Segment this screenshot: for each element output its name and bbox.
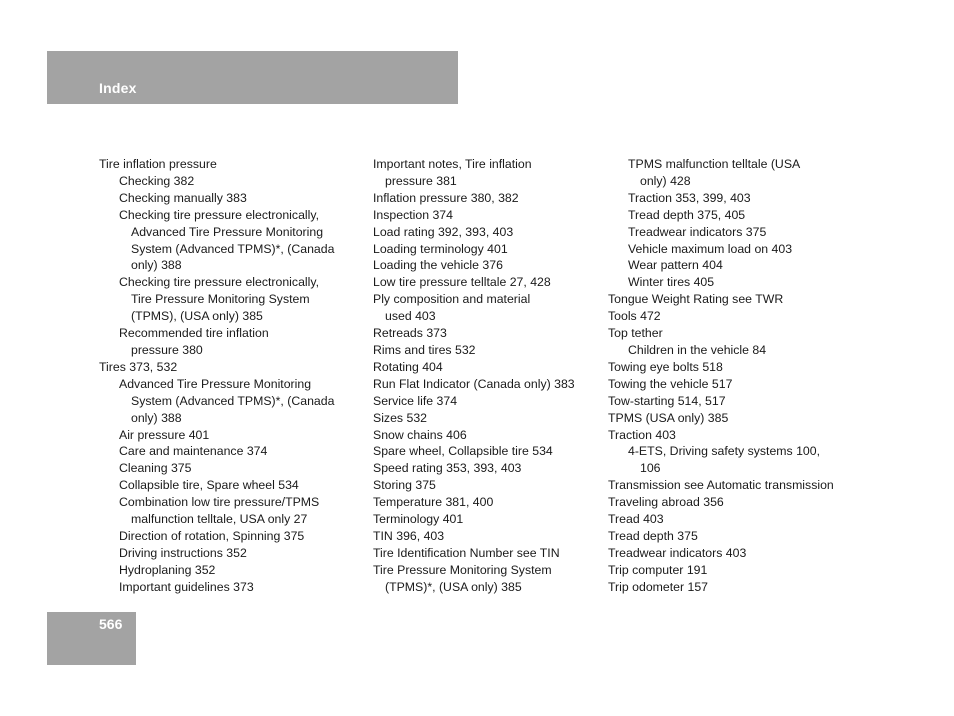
index-entry [608,494,834,511]
index-entry-line: Checking 382 [119,173,195,188]
index-entry [608,477,834,494]
index-entry-line: Important notes, Tire inflation [373,157,532,171]
index-subentry [99,477,334,494]
index-entry-line: Collapsible tire, Spare wheel 534 [119,478,299,493]
index-entry-line: Winter tires 405 [628,275,715,290]
index-entry-line: Temperature 381, 400 [373,495,494,510]
index-entry-line: pressure 381 [385,173,457,188]
index-entry [373,460,575,477]
index-entry [373,325,575,342]
index-entry-line: Traction 353, 399, 403 [628,190,751,205]
index-entry-line: Inflation pressure 380, 382 [373,190,519,205]
index-subentry [608,342,834,359]
index-entry-line: Trip computer 191 [608,562,708,577]
index-subentry [99,562,334,579]
index-entry-line: Loading the vehicle 376 [373,258,503,273]
index-entry-line: Loading terminology 401 [373,241,508,256]
index-entry-line: Towing the vehicle 517 [608,376,733,391]
index-entry [373,274,575,291]
page-title: Index [99,80,137,96]
index-entry-line: Treadwear indicators 375 [628,224,767,239]
index-subentry [99,460,334,477]
index-subentry [608,443,834,477]
index-entry [608,427,834,444]
index-entry-line: Transmission see Automatic transmission [608,478,834,493]
index-subentry [608,207,834,224]
index-entry-line: Direction of rotation, Spinning 375 [119,528,305,543]
index-entry-line: Ply composition and material [373,292,531,307]
index-subentry [99,545,334,562]
index-entry-line: System (Advanced TPMS)*, (Canada [131,241,335,256]
index-entry-line: TIN 396, 403 [373,528,445,543]
index-entry-line: Important guidelines 373 [119,579,254,594]
index-entry-line: Rims and tires 532 [373,342,476,357]
index-entry-line: TPMS malfunction telltale (USA [628,157,801,171]
index-entry-line: Snow chains 406 [373,427,467,442]
index-entry-line: Tread depth 375 [608,528,698,543]
index-entry-line: Storing 375 [373,478,436,493]
index-entry-line: Cleaning 375 [119,461,192,476]
index-entry [608,325,834,342]
index-entry-line: Advanced Tire Pressure Monitoring [119,376,312,391]
index-entry-line: 4-ETS, Driving safety systems 100, [628,444,821,459]
index-subentry [99,190,334,207]
header-bar [47,51,458,104]
index-entry-line: Recommended tire inflation [119,326,269,341]
index-subentry [608,224,834,241]
index-entry-line: Air pressure 401 [119,427,210,442]
page-number-box [47,612,136,665]
index-entry [373,190,575,207]
index-entry-line: Spare wheel, Collapsible tire 534 [373,444,553,459]
index-entry-line: Inspection 374 [373,207,453,222]
index-entry [373,562,575,596]
index-entry-line: Retreads 373 [373,326,447,341]
index-entry-line: Service life 374 [373,393,458,408]
index-entry-line: Care and maintenance 374 [119,444,268,459]
index-entry-line: Low tire pressure telltale 27, 428 [373,275,551,290]
index-entry-line: Rotating 404 [373,359,443,374]
index-entry-line: Top tether [608,326,663,341]
index-entry [373,393,575,410]
index-entry [608,579,834,596]
index-entry [373,207,575,224]
index-entry-line: Tools 472 [608,309,661,324]
index-entry-line: Wear pattern 404 [628,258,723,273]
index-entry-line: Speed rating 353, 393, 403 [373,461,522,476]
index-entry-line: Run Flat Indicator (Canada only) 383 [373,376,575,391]
index-subentry [99,207,334,275]
index-subentry [608,257,834,274]
index-entry-line: pressure 380 [131,342,203,357]
index-entry-line: (TPMS), (USA only) 385 [131,309,263,324]
index-entry [608,528,834,545]
index-entry-line: only) 388 [131,258,182,273]
index-entry-line: only) 388 [131,410,182,425]
index-column-3 [608,156,834,596]
index-subentry [99,427,334,444]
index-subentry [608,190,834,207]
index-subentry [99,376,334,427]
index-entry-line: malfunction telltale, USA only 27 [131,512,308,527]
index-subentry [608,156,834,190]
index-entry [608,359,834,376]
index-entry [373,477,575,494]
index-entry [608,410,834,427]
index-entry-line: Tires 373, 532 [99,359,178,374]
index-column-1 [99,156,334,596]
index-entry-line: Children in the vehicle 84 [628,342,767,357]
index-entry-line: Combination low tire pressure/TPMS [119,495,320,510]
index-subentry [99,443,334,460]
index-entry [608,562,834,579]
index-entry-line: Sizes 532 [373,410,428,425]
index-entry-line: Traveling abroad 356 [608,495,724,510]
index-entry [373,359,575,376]
index-entry [373,241,575,258]
index-entry-line: Hydroplaning 352 [119,562,216,577]
index-entry-line: Checking manually 383 [119,190,247,205]
index-entry [373,443,575,460]
index-entry [373,156,575,190]
index-column-2 [373,156,575,596]
index-entry-line: Towing eye bolts 518 [608,359,723,374]
index-entry-line: System (Advanced TPMS)*, (Canada [131,393,335,408]
index-entry-line: Treadwear indicators 403 [608,545,747,560]
index-entry [373,528,575,545]
index-entry-line: Tire Identification Number see TIN [373,545,560,560]
index-subentry [99,274,334,325]
index-subentry [99,528,334,545]
index-entry [608,393,834,410]
index-entry-line: 106 [640,461,661,476]
index-entry-line: Vehicle maximum load on 403 [628,241,793,256]
index-entry-line: Load rating 392, 393, 403 [373,224,514,239]
index-entry-line: Tongue Weight Rating see TWR [608,292,784,307]
index-entry [99,359,334,376]
index-subentry [99,325,334,359]
index-entry-line: only) 428 [640,173,691,188]
index-entry [608,308,834,325]
index-entry-line: Tread depth 375, 405 [628,207,746,222]
index-entry [608,291,834,308]
index-subentry [608,241,834,258]
index-entry [373,376,575,393]
index-entry [373,427,575,444]
index-entry-line: Tire Pressure Monitoring System [131,292,310,307]
index-entry [373,224,575,241]
index-subentry [608,274,834,291]
index-entry-line: (TPMS)*, (USA only) 385 [385,579,522,594]
index-entry-line: Tread 403 [608,512,664,527]
index-entry-line: used 403 [385,309,436,324]
index-entry [373,545,575,562]
index-entry [373,511,575,528]
index-entry-line: Tire inflation pressure [99,157,217,171]
index-subentry [99,494,334,528]
index-subentry [99,173,334,190]
index-entry-line: Trip odometer 157 [608,579,709,594]
index-entry-line: Terminology 401 [373,512,464,527]
index-entry-line: Advanced Tire Pressure Monitoring [131,224,324,239]
index-entry [608,511,834,528]
index-subentry [99,579,334,596]
index-entry [373,410,575,427]
index-entry [373,494,575,511]
index-entry-line: Tire Pressure Monitoring System [373,562,552,577]
index-entry-line: Traction 403 [608,427,676,442]
index-entry [608,545,834,562]
index-entry [608,376,834,393]
index-entry [373,257,575,274]
page-number: 566 [99,616,123,632]
index-entry [373,291,575,325]
index-entry-line: Checking tire pressure electronically, [119,207,320,222]
index-entry [99,156,334,173]
index-entry-line: Checking tire pressure electronically, [119,275,320,290]
index-entry-line: Tow-starting 514, 517 [608,393,726,408]
index-entry-line: Driving instructions 352 [119,545,247,560]
index-entry-line: TPMS (USA only) 385 [608,410,729,425]
index-entry [373,342,575,359]
